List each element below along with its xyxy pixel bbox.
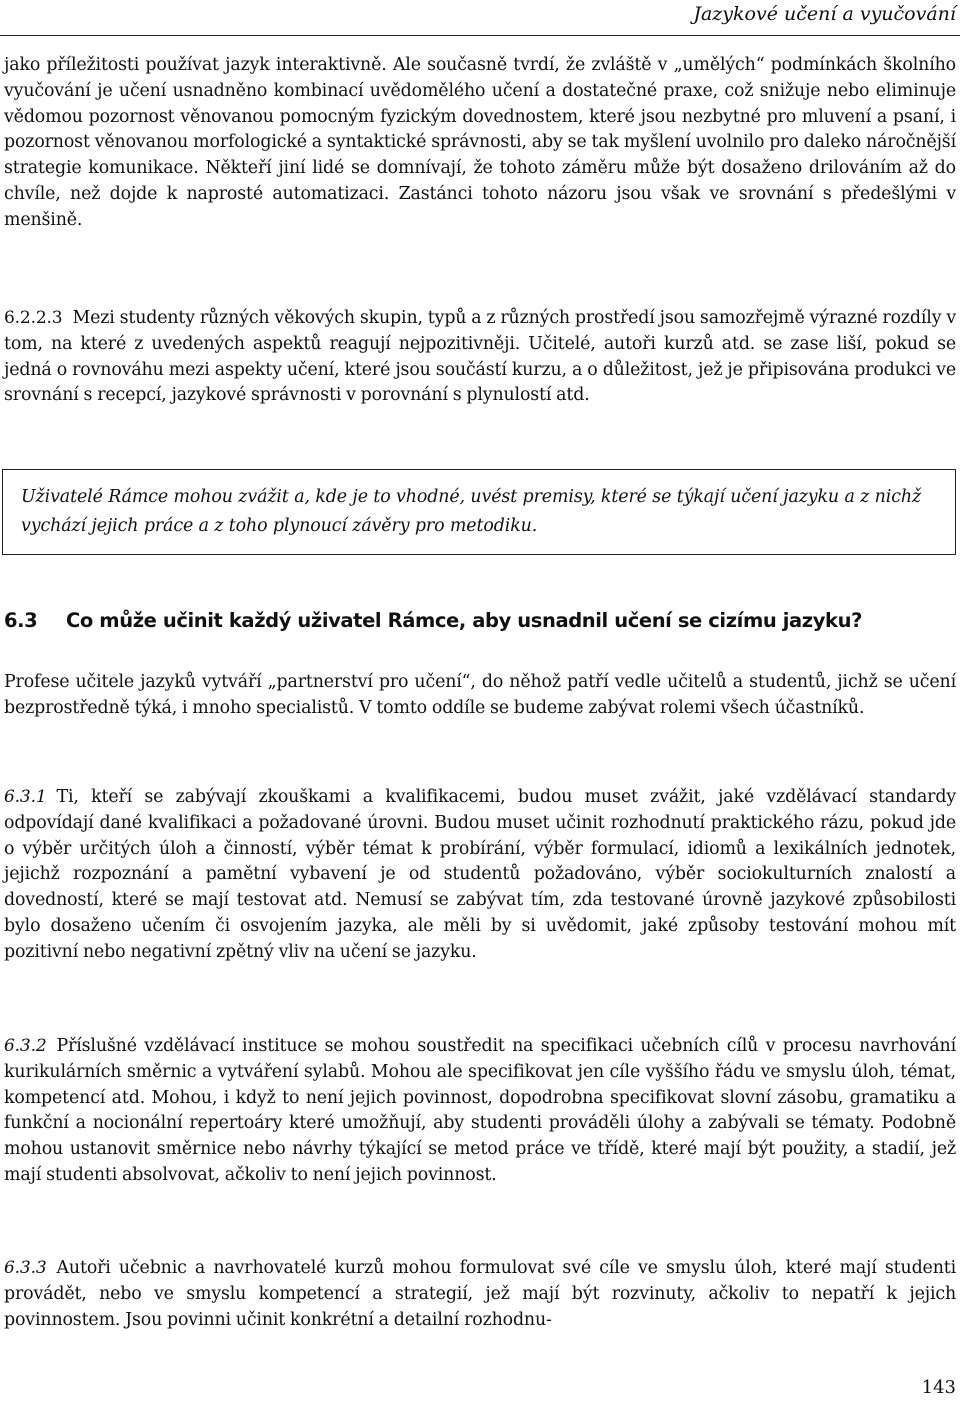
page-number: 143 <box>921 1377 956 1398</box>
section-intro-paragraph: Profese učitele jazyků vytváří „partnerství pro učení“, do něhož patří vedle učitelů a studentů, jichž se učení bezprostředně týká, i mnoho specialistů. V tomto oddíle se budeme zabývat rolemi všech účastníků. <box>4 672 956 718</box>
paragraph-6-3-3 <box>4 1256 956 1333</box>
paragraph-number: 6.2.2.3 <box>4 308 63 328</box>
paragraph-6-3-2 <box>4 1034 956 1189</box>
paragraph-number: 6.3.2 <box>4 1036 47 1056</box>
section-number: 6.3 <box>4 609 38 632</box>
paragraph-text: Příslušné vzdělávací instituce se mohou soustředit na specifikaci učebních cílů v procesu navrhování kurikulárních směrnic a vytváření sylabů. Mohou ale specifikovat jen cíle vyššího řádu ve smyslu úloh, témat, kompetencí atd. Mohou, i když to není jejich povinnost, dopodrobna specifikovat slovní zásobu, gramatiku a funkční a nocionální repertoáry které umožňují, aby studenti prováděli úlohy a zabývali se tématy. Podobně mohou ustanovit směrnice nebo návrhy týkající se metod práce ve třídě, které mají být použity, a stadií, jež mají studenti absolvovat, ačkoliv to není jejich povinnost. <box>4 1036 956 1185</box>
paragraph-6-2-2-3 <box>4 306 956 409</box>
section-title: Co může učinit každý uživatel Rámce, aby usnadnil učení se cizímu jazyku? <box>66 609 862 632</box>
boxed-note-text: Uživatelé Rámce mohou zvážit a, kde je to vhodné, uvést premisy, které se týkají učení jazyku a z nichž vychází jejich práce a z toho plynoucí závěry pro metodiku. <box>21 487 922 536</box>
paragraph-text: Mezi studenty různých věkových skupin, typů a z různých prostředí jsou samozřejmě výrazné rozdíly v tom, na které z uvedených aspektů reagují nejpozitivněji. Učitelé, autoři kurzů atd. se zase liší, pokud se jedná o rovnováhu mezi aspekty učení, které jsou součástí kurzu, a o důležitost, jež je připisována produkci ve srovnání s recepcí, jazykové správnosti v porovnání s plynulostí atd. <box>4 308 956 406</box>
running-head: Jazykové učení a vyučování <box>693 3 956 25</box>
paragraph-text: Autoři učebnic a navrhovatelé kurzů mohou formulovat své cíle ve smyslu úloh, které mají studenti provádět, nebo ve smyslu kompetencí a strategií, jež mají být rozvinuty, ačkoliv to nepatří k jejich povinnostem. Jsou povinni učinit konkrétní a detailní rozhodnu- <box>4 1258 956 1330</box>
section-heading <box>4 606 862 636</box>
paragraph-number: 6.3.1 <box>4 787 47 807</box>
paragraph-6-3-1 <box>4 785 956 966</box>
paragraph-number: 6.3.3 <box>4 1258 47 1278</box>
paragraph-continuation: jako příležitosti používat jazyk interaktivně. Ale současně tvrdí, že zvláště v „umělých“ podmínkách školního vyučování je učení usnadněno kombinací uvědomělého učení a dostatečné praxe, což snižuje nebo eliminuje vědomou pozornost věnovanou pomocným fyzickým dovednostem, které jsou nezbytné pro mluvení a psaní, i pozornost věnovanou morfologické a syntaktické správnosti, aby se tak myšlení uvolnilo pro daleko náročnější strategie komunikace. Někteří jiní lidé se domnívají, že tohoto záměru může být dosaženo drilováním až do chvíle, než dojde k naprosté automatizaci. Zastánci tohoto názoru jsou však ve srovnání s předešlými v menšině. <box>4 55 956 230</box>
header-rule <box>0 35 960 36</box>
user-consideration-box <box>2 469 956 555</box>
paragraph-text: Ti, kteří se zabývají zkouškami a kvalifikacemi, budou muset zvážit, jaké vzdělávací standardy odpovídají dané kvalifikaci a požadované úrovni. Budou muset učinit rozhodnutí praktického rázu, pokud jde o výběr určitých úloh a činností, výběr témat k probírání, výběr formulací, idiomů a lexikálních jednotek, jejichž rozpoznání a pamětní vybavení je od studentů požadováno, výběr sociokulturních znalostí a dovedností, které se mají testovat atd. Nemusí se zabývat tím, zda testované úrovně jazykové způsobilosti bylo dosaženo učením či osvojením jazyka, ale měli by si uvědomit, jaké způsoby testování mohou mít pozitivní nebo negativní zpětný vliv na učení se jazyku. <box>4 787 956 962</box>
